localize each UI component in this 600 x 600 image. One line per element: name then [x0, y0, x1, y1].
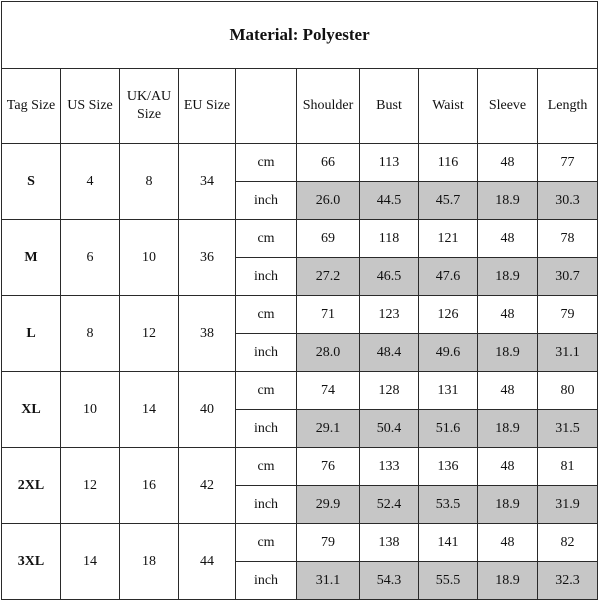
tag-size-cell: M [2, 220, 61, 296]
length-inch-value: 31.9 [538, 486, 598, 524]
bust-inch-value: 52.4 [360, 486, 419, 524]
header-waist: Waist [419, 69, 478, 144]
bust-inch-value: 46.5 [360, 258, 419, 296]
uk-au-size-cell: 8 [120, 144, 179, 220]
header-unit [236, 69, 297, 144]
size-row-cm [2, 524, 598, 562]
tag-size-cell: S [2, 144, 61, 220]
bust-cm-value: 133 [360, 448, 419, 486]
shoulder-inch-value: 29.9 [297, 486, 360, 524]
us-size-cell: 10 [61, 372, 120, 448]
unit-cm-label: cm [236, 524, 297, 562]
shoulder-cm-value: 66 [297, 144, 360, 182]
waist-inch-value: 47.6 [419, 258, 478, 296]
waist-cm-value: 116 [419, 144, 478, 182]
sleeve-cm-value: 48 [478, 372, 538, 410]
length-inch-value: 30.3 [538, 182, 598, 220]
bust-inch-value: 50.4 [360, 410, 419, 448]
shoulder-cm-value: 69 [297, 220, 360, 258]
us-size-cell: 14 [61, 524, 120, 600]
sleeve-cm-value: 48 [478, 296, 538, 334]
unit-cm-label: cm [236, 144, 297, 182]
sleeve-inch-value: 18.9 [478, 562, 538, 600]
waist-inch-value: 45.7 [419, 182, 478, 220]
shoulder-inch-value: 28.0 [297, 334, 360, 372]
us-size-cell: 12 [61, 448, 120, 524]
shoulder-inch-value: 31.1 [297, 562, 360, 600]
sleeve-inch-value: 18.9 [478, 486, 538, 524]
title-row [2, 2, 598, 69]
unit-cm-label: cm [236, 296, 297, 334]
bust-cm-value: 138 [360, 524, 419, 562]
bust-inch-value: 54.3 [360, 562, 419, 600]
eu-size-cell: 38 [179, 296, 236, 372]
sleeve-cm-value: 48 [478, 448, 538, 486]
length-inch-value: 30.7 [538, 258, 598, 296]
length-inch-value: 32.3 [538, 562, 598, 600]
header-shoulder: Shoulder [297, 69, 360, 144]
bust-cm-value: 118 [360, 220, 419, 258]
waist-inch-value: 51.6 [419, 410, 478, 448]
sleeve-cm-value: 48 [478, 144, 538, 182]
us-size-cell: 6 [61, 220, 120, 296]
eu-size-cell: 36 [179, 220, 236, 296]
unit-inch-label: inch [236, 182, 297, 220]
header-us-size: US Size [61, 69, 120, 144]
eu-size-cell: 40 [179, 372, 236, 448]
waist-inch-value: 55.5 [419, 562, 478, 600]
shoulder-cm-value: 74 [297, 372, 360, 410]
bust-inch-value: 48.4 [360, 334, 419, 372]
waist-cm-value: 121 [419, 220, 478, 258]
header-sleeve: Sleeve [478, 69, 538, 144]
unit-inch-label: inch [236, 562, 297, 600]
sleeve-inch-value: 18.9 [478, 334, 538, 372]
us-size-cell: 4 [61, 144, 120, 220]
bust-inch-value: 44.5 [360, 182, 419, 220]
size-chart-table [1, 1, 598, 600]
uk-au-size-cell: 10 [120, 220, 179, 296]
eu-size-cell: 42 [179, 448, 236, 524]
size-row-cm [2, 220, 598, 258]
shoulder-inch-value: 26.0 [297, 182, 360, 220]
shoulder-cm-value: 79 [297, 524, 360, 562]
header-length: Length [538, 69, 598, 144]
bust-cm-value: 128 [360, 372, 419, 410]
sleeve-cm-value: 48 [478, 220, 538, 258]
tag-size-cell: 2XL [2, 448, 61, 524]
waist-inch-value: 49.6 [419, 334, 478, 372]
unit-inch-label: inch [236, 486, 297, 524]
tag-size-cell: L [2, 296, 61, 372]
sleeve-inch-value: 18.9 [478, 258, 538, 296]
tag-size-cell: 3XL [2, 524, 61, 600]
length-inch-value: 31.5 [538, 410, 598, 448]
size-row-cm [2, 144, 598, 182]
unit-cm-label: cm [236, 372, 297, 410]
eu-size-cell: 34 [179, 144, 236, 220]
size-row-cm [2, 296, 598, 334]
waist-inch-value: 53.5 [419, 486, 478, 524]
header-bust: Bust [360, 69, 419, 144]
shoulder-cm-value: 76 [297, 448, 360, 486]
shoulder-inch-value: 27.2 [297, 258, 360, 296]
waist-cm-value: 136 [419, 448, 478, 486]
size-chart-body [2, 2, 598, 600]
size-row-cm [2, 372, 598, 410]
uk-au-size-cell: 16 [120, 448, 179, 524]
material-title: Material: Polyester [2, 2, 598, 69]
unit-cm-label: cm [236, 448, 297, 486]
bust-cm-value: 123 [360, 296, 419, 334]
waist-cm-value: 126 [419, 296, 478, 334]
length-inch-value: 31.1 [538, 334, 598, 372]
uk-au-size-cell: 14 [120, 372, 179, 448]
length-cm-value: 77 [538, 144, 598, 182]
us-size-cell: 8 [61, 296, 120, 372]
waist-cm-value: 141 [419, 524, 478, 562]
length-cm-value: 82 [538, 524, 598, 562]
length-cm-value: 78 [538, 220, 598, 258]
size-row-cm [2, 448, 598, 486]
uk-au-size-cell: 12 [120, 296, 179, 372]
sleeve-inch-value: 18.9 [478, 182, 538, 220]
header-eu-size: EU Size [179, 69, 236, 144]
uk-au-size-cell: 18 [120, 524, 179, 600]
tag-size-cell: XL [2, 372, 61, 448]
length-cm-value: 79 [538, 296, 598, 334]
waist-cm-value: 131 [419, 372, 478, 410]
header-uk-au-size: UK/AU Size [120, 69, 179, 144]
unit-inch-label: inch [236, 258, 297, 296]
bust-cm-value: 113 [360, 144, 419, 182]
shoulder-cm-value: 71 [297, 296, 360, 334]
sleeve-inch-value: 18.9 [478, 410, 538, 448]
header-row [2, 69, 598, 144]
header-tag-size: Tag Size [2, 69, 61, 144]
shoulder-inch-value: 29.1 [297, 410, 360, 448]
unit-inch-label: inch [236, 334, 297, 372]
eu-size-cell: 44 [179, 524, 236, 600]
sleeve-cm-value: 48 [478, 524, 538, 562]
length-cm-value: 81 [538, 448, 598, 486]
unit-inch-label: inch [236, 410, 297, 448]
length-cm-value: 80 [538, 372, 598, 410]
unit-cm-label: cm [236, 220, 297, 258]
